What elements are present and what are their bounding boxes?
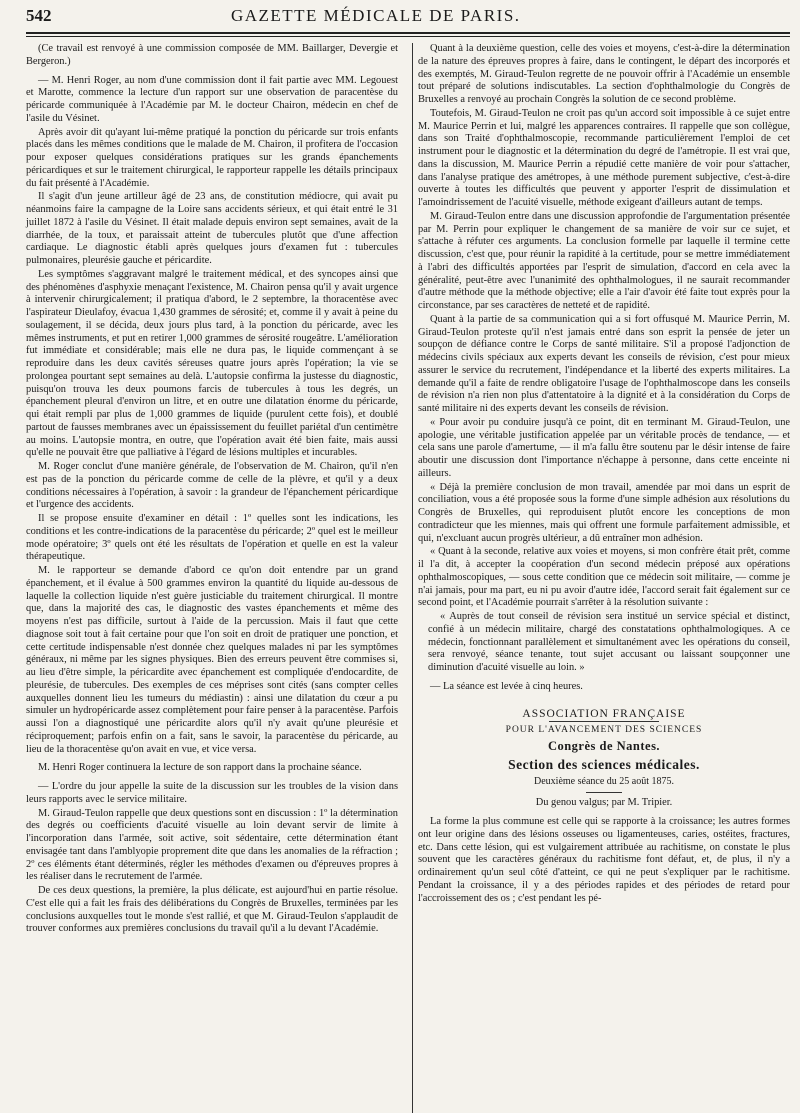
paragraph: M. le rapporteur se demande d'abord ce qu'on doit entendre par un grand épanchement, et il évalue à 500 grammes environ la quantité du liquide au-dessous de laquelle la collection liquide n'est guère justiciable du traitement chirurgical. Il montre que, dans la majorité des cas, le diagnostic des vastes épanchements et même des moyens n'est pas difficile, surtout à l'aide de la percussion. Mais il faut que cette diagnose soit tout à fait certaine pour que l'on soit en droit de pratiquer une ponction, et cette certitude indispensable n'est donnée chez quelques malades ni par les symptômes généraux, ni même par les signes physiques. Bien des erreurs peuvent être commises si, au lieu d'être simple, la péricardite avec épanchement est compliquée d'endocardite, de pleurésie, de tubercules. Des exemples de ces méprises sont cités (sans compter celles auxquelles donnent lieu les tumeurs du médiastin) : ainsi une dilatation du cœur a pu simuler un hydropéricarde assez complètement pour faire penser à la paracentèse. Parfois aussi l'on a diagnostiqué une péricardite alors qu'il n'y avait qu'une pleurésie et réciproquement; parfois enfin on a fait, sans le savoir, la paracentèse du péricarde, au lieu de la thoracentèse qu'on avait en vue, et vice versa. — [26, 565, 398, 755]
paragraph: Il s'agit d'un jeune artilleur âgé de 23 ans, de constitution médiocre, qui avait pu néanmoins faire la campagne de la Loire sans accidents sérieux, et qui était entré le 31 juillet 1872 à l'asile du Vésinet. Il était malade depuis environ sept semaines, avait de la diarrhée, de la toux, et paraissait atteint de tubercules plutôt que d'une affection cardiaque. Le diagnostic établi après quelques jours d'examen fut : tubercules pulmonaires, pleurésie gauche et péricardite. — [26, 191, 398, 266]
association-title: ASSOCIATION FRANÇAISE — [522, 707, 686, 720]
paragraph: M. Roger conclut d'une manière générale, de l'observation de M. Chairon, qu'il n'en est pas de la ponction du péricarde comme de celle de la plèvre, et qu'il y a deux conditions nécessaires à l'opération, à savoir : la grandeur de l'épanchement péricardique et l'urgence des accidents. — [26, 461, 398, 511]
paragraph: M. Giraud-Teulon rappelle que deux questions sont en discussion : 1º la détermination des degrés ou coefficients d'acuité visuelle au loin devant servir de limite à l'incorporation dans l'armée, soit active, soit sédentaire, cette détermination étant envisagée tant dans l'amblyopie proprement dite que dans les anomalies de la réfraction ; 2º ces éléments étant déterminés, régler les méthodes d'examen ou d'épreuves propres à les réaliser dans le recrutement de l'armée. — [26, 807, 398, 883]
column-divider — [412, 43, 413, 1113]
paragraph: — M. Henri Roger, au nom d'une commission dont il fait partie avec MM. Legouest et Marotte, commence la lecture d'un rapport sur une observation de paracentèse du péricarde communiquée à l'Académie par M. le docteur Chairon, médecin en chef de l'asile du Vésinet. — [26, 74, 398, 124]
association-subtitle: POUR L'AVANCEMENT DES SCIENCES — [505, 725, 703, 736]
seance-date: Deuxième séance du 25 août 1875. — [534, 775, 674, 787]
section-heading: Section des sciences médicales. — [508, 756, 700, 772]
paragraph: Il se propose ensuite d'examiner en détail : 1º quelles sont les indications, les conditions et les contre-indications de la paracentèse du péricarde; 2º quel est le meilleur mode opératoire; 3º quels ont été les résultats de l'opération et quelle en est la valeur thérapeutique. — [26, 513, 398, 563]
header-rule-thick — [26, 32, 790, 34]
left-column — [26, 43, 408, 936]
quote-paragraph: « Pour avoir pu conduire jusqu'à ce point, dit en terminant M. Giraud-Teulon, une apologie, une véritable justification appelée par un véritable procès de tendance, — et cela sans une parole d'amertume, — il m'a fallu être soutenu par le désir intense de faire aboutir une discussion dont l'importance n'échappe à personne, dans cette enceinte ni ailleurs. — [418, 416, 790, 479]
paragraph: Après avoir dit qu'ayant lui-même pratiqué la ponction du péricarde sur trois enfants placés dans les mêmes conditions que le malade de M. Chairon, il profitera de l'occasion pour exposer quelques considérations pratiques sur les grands épanchements péricardiques et sur le traitement chirurgical, le rapporteur rappelle les détails principaux du fait présenté à l'Académie. — [26, 126, 398, 189]
paragraph: Quant à la partie de sa communication qui a si fort offusqué M. Maurice Perrin, M. Giraud-Teulon proteste qu'il n'est jamais entré dans son esprit la pensée de jeter un soupçon de défiance contre le Corps de santé militaire. S'il a proposé l'adjonction de médecins civils spéciaux aux experts devant les conseils de révision, c'est pour mieux assurer le service du recrutement, l'indépendance et la liberté des experts militaires. La demande qu'il a faite de rendre obligatoire l'usage de l'ophthalmoscope dans les conseils de révision n'a rien non plus d'attentatoire à la dignité et à la considération du Corps de santé militaire ni des experts devant les conseils de révision. — [418, 313, 790, 414]
closing-line: — La séance est levée à cinq heures. — [430, 680, 583, 692]
paragraph: Quant à la deuxième question, celle des voies et moyens, c'est-à-dire la détermination de la nature des épreuves propres à faire, dans le contingent, le départ des incorporés et des exemptés, M. Giraud-Teulon regrette de ne pouvoir offrir à l'Académie un ensemble tout préparé de solutions indiscutables. La section d'ophthalmologie du Congrès de Bruxelles a renvoyé au prochain Congrès la solution de ce second problème. — [418, 43, 790, 105]
page-header — [26, 6, 790, 30]
quote-paragraph: « Déjà la première conclusion de mon travail, amendée par moi dans un esprit de conciliation, vous a été proposée sous la forme d'une simple adhésion aux résolutions du Congrès de Bruxelles, qui reproduisent plutôt encore les conceptions de mon contradicteur que les miennes, mais qui offrent une formule parfaitement admissible, et qui, n'excluant aucun progrès ultérieur, a dû entraîner mon adhésion. — [418, 481, 790, 544]
quote-paragraph: « Quant à la seconde, relative aux voies et moyens, si mon confrère était prêt, comme il l'a dit, à accepter la coopération d'un second médecin préposé aux opérations ophthalmoscopiques, — sous cette condition que ce médecin soit militaire, — comme je n'ai jamais, pour ma part, eu ni pu avoir d'autre idée, l'accord serait fait également sur ce second point, et l'Académie pourrait s'arrêter à la résolution suivante : — [418, 546, 790, 609]
short-rule — [586, 792, 622, 793]
paragraph: M. Giraud-Teulon entre dans une discussion approfondie de l'argumentation présentée par M. Perrin pour expliquer le changement de sa manière de voir sur ce sujet, et s'attache à réfuter ces arguments. La conclusion formelle par laquelle il termine cette discussion, c'est que, pour réunir la rapidité à la certitude, pour se mettre immédiatement à l'abri des difficultés apportées par l'esprit de simulation, d'accord en cela avec la généralité, peut-être avec l'unanimité des ophthalmologues, il ne saurait recommander d'autre méthode que la méthode objective; elle a l'air d'avoir été faite tout exprès pour la circonstance, par ses caractères de netteté et de rapidité. — [418, 210, 790, 311]
paragraph: — L'ordre du jour appelle la suite de la discussion sur les troubles de la vision dans leurs rapports avec le service militaire. — [26, 781, 398, 805]
page-number: 542 — [26, 6, 52, 25]
association-underline — [549, 721, 659, 722]
article-title: Du genou valgus; par M. Tripier. — [535, 797, 673, 809]
congres-heading: Congrès de Nantes. — [547, 739, 661, 753]
quote-resolution: « Auprès de tout conseil de révision sera institué un service spécial et distinct, confié à un médecin militaire, chargé des constatations ophthalmologiques. A ce médecin, fonctionnant parallèlement et simultanément avec les opérations du conseil, sera renvoyé, séance tenante, tout sujet accusant ou laissant soupçonner une diminution d'acuité visuelle au loin. » — [428, 611, 790, 673]
paragraph: (Ce travail est renvoyé à une commission composée de MM. Baillarger, Devergie et Bergeron.) — [26, 43, 398, 67]
paragraph: La forme la plus commune est celle qui se rapporte à la croissance; les autres formes ont leur origine dans des lésions osseuses ou ligamenteuses, caries, ostéites, fractures, etc. Dans cette lésion, qui est vulgairement attribuée au rachitisme, on constate le plus souvent que les caractères généraux du rachitisme font défaut, et, de plus, il n'y a ordinairement qu'un seul côté d'atteint, ce qui ne peut s'expliquer par le rachitisme. Pendant la croissance, il y a des périodes rapides et des périodes de retard pour l'accroissement des os ; c'est pendant les pé- — [418, 816, 790, 904]
paragraph: Les symptômes s'aggravant malgré le traitement médical, et des syncopes ainsi que des phénomènes d'asphyxie menaçant l'existence, M. Chairon pensa qu'il y avait urgence à intervenir chirurgicalement; il pratiqua d'abord, le 2 septembre, la thoracentèse avec l'aspirateur Dieulafoy, évacua 1,430 grammes de sérosité; et, comme il y avait à peine du soulagement, il se décida, deux jours plus tard, à la ponction du péricarde, avec les mêmes instruments, et put en retirer 1,000 grammes de sérosité rougeâtre. L'amélioration fut immédiate et considérable; mais elle ne dura pas, le liquide commençant à se reproduire dans les deux cavités séreuses quatre jours après l'opération; la vie se prolongea pourtant sept semaines au delà. L'autopsie confirma la justesse du diagnostic, puisqu'on trouva les deux poumons farcis de tubercules à tous les degrés, un épanchement pleural d'environ un litre, et en outre une dilatation énorme du péricarde, qui était rempli par plus de 1,000 grammes de liquide (purulent cette fois), et doublé partout de fausses membranes avec un épaississement du feuillet pariétal d'un centimètre au moins. L'autopsie montra, en outre, que l'opération avait été bien faite, mais aussi qu'elle ne pouvait être que palliative à l'égard de lésions multiples et incurables. — [26, 268, 398, 459]
paragraph: M. Henri Roger continuera la lecture de son rapport dans la prochaine séance. — [38, 762, 362, 774]
two-column-body — [26, 43, 790, 936]
paragraph: Toutefois, M. Giraud-Teulon ne croit pas qu'un accord soit impossible à ce sujet entre M. Maurice Perrin et lui, malgré les apparences contraires. Il rappelle que son collègue, dans son Traité d'ophthalmoscopie, recommande particulièrement l'emploi de cet instrument pour le diagnostic et la détermination du degré de l'amétropie. Il est vrai que, dans la discussion, M. Maurice Perrin a répudié cette manière de voir pour s'attacher, dans l'analyse pratique des amétropes, à une méthode purement subjective, c'est-à-dire ouverte à toutes les difficultés que peuvent y apporter l'esprit de dissimulation et l'amoindrissement de l'acuité visuelle, méthode exigeant d'ailleurs autant de temps. — [418, 107, 790, 208]
right-column — [408, 43, 790, 936]
running-title: GAZETTE MÉDICALE DE PARIS. — [230, 6, 521, 25]
paragraph: De ces deux questions, la première, la plus délicate, est aujourd'hui en partie résolue. C'est elle qui a fait les frais des délibérations du Congrès de Bruxelles, terminées par les conclusions auxquelles tout le monde s'est rallié, et que M. Giraud-Teulon s'applaudit de trouver conformes aux premières conclusions du travail qu'il a lu devant l'Académie. — [26, 885, 398, 935]
header-rule-thin — [26, 36, 790, 37]
